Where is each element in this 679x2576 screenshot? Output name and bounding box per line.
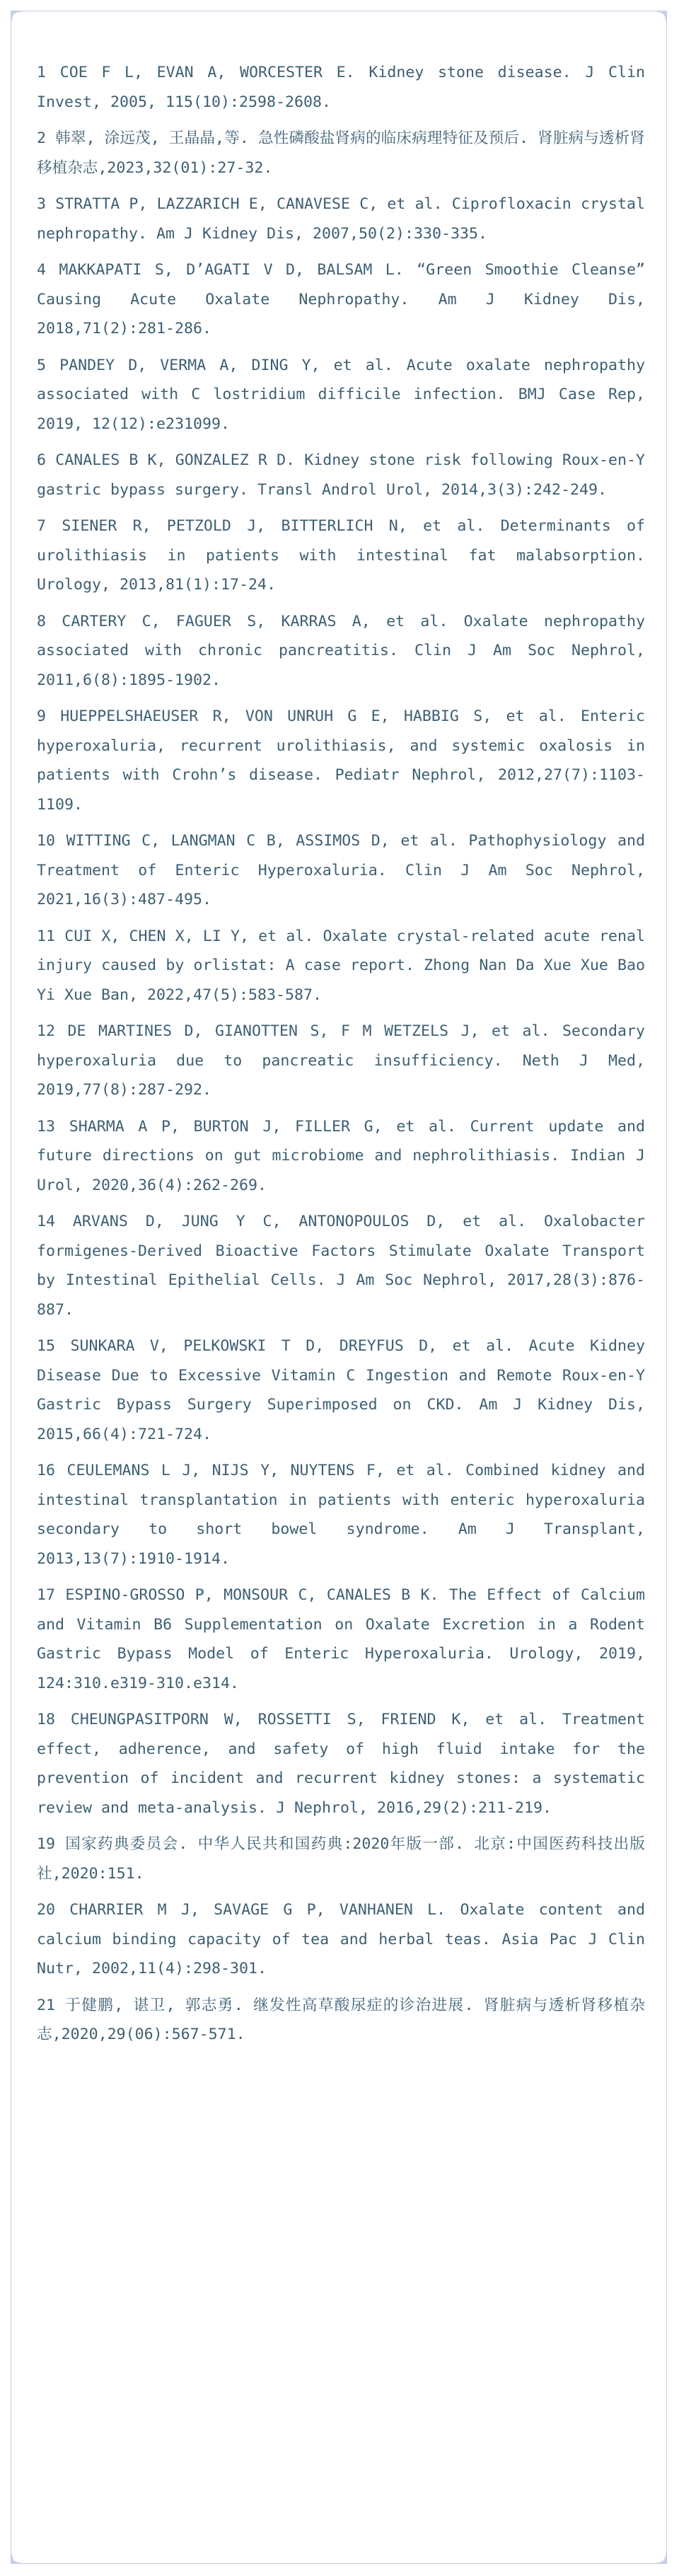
reference-item <box>37 446 645 504</box>
reference-item <box>37 1895 645 1984</box>
reference-text: HUEPPELSHAEUSER R, VON UNRUH G E, HABBIG S, et al. Enteric hyperoxaluria, recurrent urolithiasis, and systemic oxalosis in patients with Crohn’s disease. Pediatr Nephrol, 2012,27(7):1103-1109. <box>37 707 645 814</box>
reference-text: CUI X, CHEN X, LI Y, et al. Oxalate crystal-related acute renal injury caused by orlistat: A case report. Zhong Nan Da Xue Xue Bao Yi Xue Ban, 2022,47(5):583-587. <box>37 927 645 1004</box>
reference-item <box>37 351 645 439</box>
reference-number: 2 <box>37 129 47 147</box>
corner-star-ornament-icon <box>642 2539 666 2563</box>
reference-text: CANALES B K, GONZALEZ R D. Kidney stone risk following Roux-en-Y gastric bypass surgery. Transl Androl Urol, 2014,3(3):242-249. <box>37 451 645 499</box>
reference-number: 20 <box>37 1901 56 1919</box>
reference-text: MAKKAPATI S, D’AGATI V D, BALSAM L. “Green Smoothie Cleanse” Causing Acute Oxalate Nephropathy. Am J Kidney Dis, 2018,71(2):281-286. <box>37 261 645 337</box>
reference-number: 17 <box>37 1586 56 1604</box>
reference-item <box>37 922 645 1010</box>
reference-item <box>37 1456 645 1573</box>
reference-text: CHARRIER M J, SAVAGE G P, VANHANEN L. Oxalate content and calcium binding capacity of tea and herbal teas. Asia Pac J Clin Nutr, 2002,11(4):298-301. <box>37 1901 645 1977</box>
reference-item <box>37 1332 645 1449</box>
reference-number: 7 <box>37 517 47 535</box>
reference-number: 5 <box>37 356 47 374</box>
reference-number: 6 <box>37 451 47 469</box>
reference-number: 4 <box>37 261 47 279</box>
reference-text: 于健鹏, 谌卫, 郭志勇. 继发性高草酸尿症的诊治进展. 肾脏病与透析肾移植杂志,2020,29(06):567-571. <box>37 1996 645 2043</box>
reference-number: 3 <box>37 195 47 213</box>
reference-number: 15 <box>37 1337 56 1355</box>
reference-item <box>37 1705 645 1823</box>
reference-item <box>37 190 645 248</box>
reference-item <box>37 1112 645 1201</box>
reference-text: DE MARTINES D, GIANOTTEN S, F M WETZELS J, et al. Secondary hyperoxaluria due to pancreatic insufficiency. Neth J Med, 2019,77(8):287-292. <box>37 1022 645 1099</box>
reference-item <box>37 58 645 117</box>
reference-number: 13 <box>37 1117 56 1136</box>
reference-list <box>37 58 645 2057</box>
reference-text: SIENER R, PETZOLD J, BITTERLICH N, et al. Determinants of urolithiasis in patients with intestinal fat malabsorption. Urology, 2013,81(1):17-24. <box>37 517 645 594</box>
reference-item <box>37 512 645 600</box>
corner-star-ornament-icon <box>11 11 35 35</box>
reference-text: COE F L, EVAN A, WORCESTER E. Kidney stone disease. J Clin Invest, 2005, 115(10):2598-2608. <box>37 64 645 111</box>
reference-number: 11 <box>37 927 56 945</box>
reference-item <box>37 1830 645 1888</box>
reference-text: CARTERY C, FAGUER S, KARRAS A, et al. Oxalate nephropathy associated with chronic pancreatitis. Clin J Am Soc Nephrol, 2011,6(8):1895-1902. <box>37 612 645 689</box>
reference-item <box>37 255 645 344</box>
reference-text: 韩翠, 涂远茂, 王晶晶,等. 急性磷酸盐肾病的临床病理特征及预后. 肾脏病与透析肾移植杂志,2023,32(01):27-32. <box>37 129 645 177</box>
reference-item <box>37 826 645 915</box>
reference-number: 18 <box>37 1711 56 1728</box>
reference-number: 9 <box>37 707 47 725</box>
reference-number: 14 <box>37 1213 56 1230</box>
reference-text: CHEUNGPASITPORN W, ROSSETTI S, FRIEND K, et al. Treatment effect, adherence, and safety of high fluid intake for the prevention of incident and recurrent kidney stones: a systematic review and meta-analysis. J Nephrol, 2016,29(2):211-219. <box>37 1711 645 1817</box>
reference-item <box>37 1581 645 1698</box>
reference-item <box>37 1207 645 1324</box>
reference-item <box>37 124 645 183</box>
reference-text: PANDEY D, VERMA A, DING Y, et al. Acute oxalate nephropathy associated with C lostridium difficile infection. BMJ Case Rep, 2019, 12(12):e231099. <box>37 356 645 433</box>
reference-item <box>37 1017 645 1105</box>
corner-star-ornament-icon <box>11 2539 35 2563</box>
reference-text: 国家药典委员会. 中华人民共和国药典:2020年版一部. 北京:中国医药科技出版社,2020:151. <box>37 1835 645 1883</box>
reference-text: ARVANS D, JUNG Y C, ANTONOPOULOS D, et al. Oxalobacter formigenes-Derived Bioactive Factors Stimulate Oxalate Transport by Intestinal Epithelial Cells. J Am Soc Nephrol, 2017,28(3):876-887. <box>37 1213 645 1319</box>
reference-number: 10 <box>37 832 56 850</box>
reference-text: WITTING C, LANGMAN C B, ASSIMOS D, et al. Pathophysiology and Treatment of Enteric Hyperoxaluria. Clin J Am Soc Nephrol, 2021,16(3):487-495. <box>37 832 645 908</box>
reference-text: SHARMA A P, BURTON J, FILLER G, et al. Current update and future directions on gut microbiome and nephrolithiasis. Indian J Urol, 2020,36(4):262-269. <box>37 1117 645 1194</box>
corner-star-ornament-icon <box>642 11 666 35</box>
reference-number: 16 <box>37 1462 56 1479</box>
reference-number: 19 <box>37 1835 56 1853</box>
reference-number: 21 <box>37 1996 56 2014</box>
reference-number: 1 <box>37 64 47 81</box>
reference-text: STRATTA P, LAZZARICH E, CANAVESE C, et al. Ciprofloxacin crystal nephropathy. Am J Kidney Dis, 2007,50(2):330-335. <box>37 195 645 243</box>
reference-item <box>37 1991 645 2050</box>
reference-number: 12 <box>37 1022 56 1040</box>
reference-item <box>37 607 645 695</box>
reference-number: 8 <box>37 612 47 630</box>
reference-text: CEULEMANS L J, NIJS Y, NUYTENS F, et al. Combined kidney and intestinal transplantation in patients with enteric hyperoxaluria secondary to short bowel syndrome. Am J Transplant, 2013,13(7):1910-1914. <box>37 1462 645 1568</box>
reference-text: ESPINO-GROSSO P, MONSOUR C, CANALES B K. The Effect of Calcium and Vitamin B6 Supplementation on Oxalate Excretion in a Rodent Gastric Bypass Model of Enteric Hyperoxaluria. Urology, 2019, 124:310.e319-310.e314. <box>37 1586 645 1692</box>
reference-item <box>37 702 645 819</box>
reference-text: SUNKARA V, PELKOWSKI T D, DREYFUS D, et al. Acute Kidney Disease Due to Excessive Vitamin C Ingestion and Remote Roux-en-Y Gastric Bypass Surgery Superimposed on CKD. Am J Kidney Dis, 2015,66(4):721-724. <box>37 1337 645 1443</box>
